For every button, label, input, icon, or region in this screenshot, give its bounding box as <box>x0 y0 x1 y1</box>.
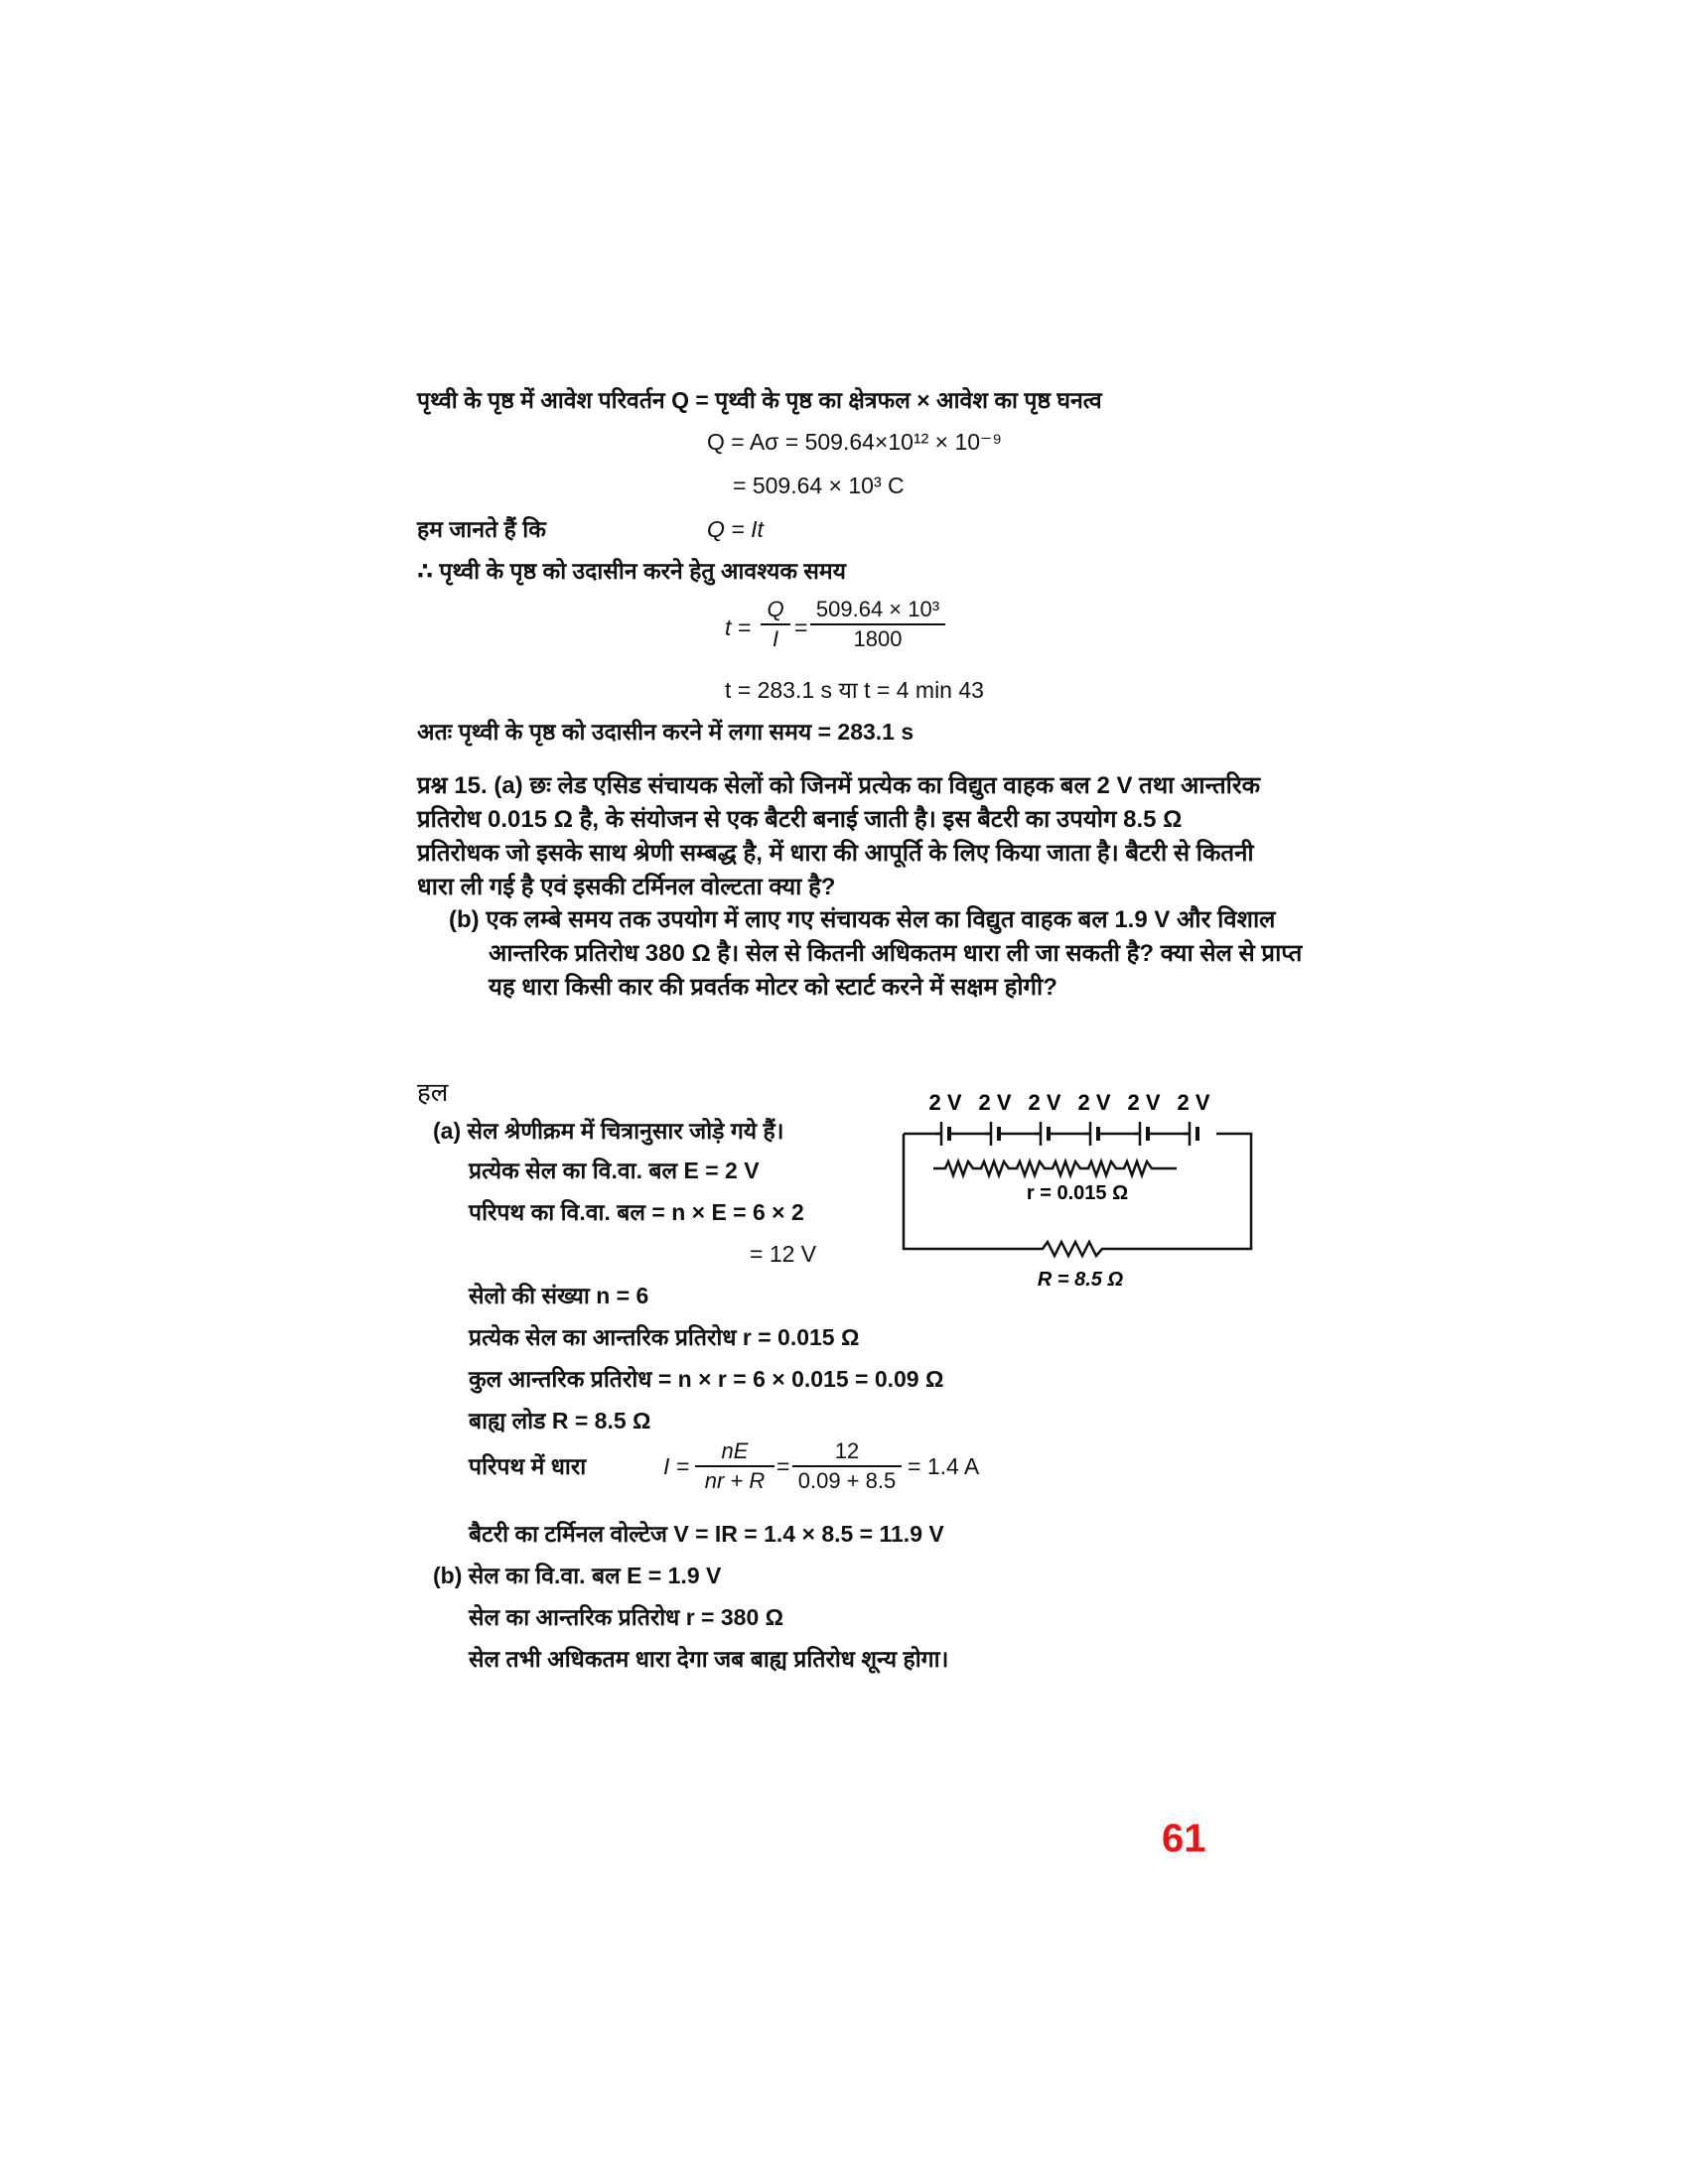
solution-heading: हल <box>417 1077 449 1107</box>
fraction <box>792 1437 902 1495</box>
text-line: बाह्य लोड R = 8.5 Ω <box>469 1408 651 1433</box>
equation: I = <box>663 1453 690 1479</box>
cell-emf-label: 2 V <box>978 1090 1012 1115</box>
fraction-denominator: nr + R <box>704 1468 766 1493</box>
text-line: प्रत्येक सेल का आन्तरिक प्रतिरोध r = 0.015 Ω <box>469 1324 860 1350</box>
equation: = 12 V <box>750 1241 817 1267</box>
equation: Q = Aσ = 509.64×10¹² × 10⁻⁹ <box>707 429 1003 455</box>
equation: t = 283.1 s या t = 4 min 43 <box>725 677 984 703</box>
text-line: प्रत्येक सेल का वि.वा. बल E = 2 V <box>469 1158 760 1183</box>
fraction <box>810 596 945 653</box>
question-label: प्रश्न 15. (a) <box>417 772 523 799</box>
cell-emf-label: 2 V <box>1177 1090 1210 1115</box>
cell-emf-label: 2 V <box>1127 1090 1161 1115</box>
equation: = 509.64 × 10³ C <box>733 473 905 498</box>
cell <box>1134 1122 1190 1146</box>
cell-labels <box>928 1090 1209 1115</box>
fraction-denominator: I <box>772 626 779 651</box>
text-line: सेल का आन्तरिक प्रतिरोध r = 380 Ω <box>469 1604 784 1630</box>
equation: = 1.4 A <box>908 1453 980 1479</box>
external-resistor-label: R = 8.5 Ω <box>1037 1269 1124 1291</box>
equation: t = <box>725 614 752 640</box>
equation: Q = It <box>707 516 764 542</box>
question-text <box>417 769 1261 904</box>
text-line: सेलो की संख्या n = 6 <box>469 1283 649 1308</box>
cell-emf-label: 2 V <box>928 1090 962 1115</box>
fraction-denominator: 1800 <box>853 626 903 651</box>
cell <box>935 1122 991 1146</box>
fraction-numerator: 12 <box>792 1437 902 1467</box>
fraction <box>695 1437 774 1495</box>
internal-resistance <box>933 1161 1177 1175</box>
fraction-numerator: nE <box>695 1437 774 1467</box>
fraction-numerator: 509.64 × 10³ <box>810 596 945 625</box>
text-line: हम जानते हैं कि <box>417 516 546 542</box>
text-line: (a) सेल श्रेणीक्रम में चित्रानुसार जोड़े गये हैं। <box>433 1118 784 1144</box>
equation: = <box>776 1453 790 1479</box>
equation: = <box>794 614 808 640</box>
cell-emf-label: 2 V <box>1077 1090 1111 1115</box>
external-resistor <box>1033 1242 1112 1256</box>
question-part-a: छः लेड एसिड संचायक सेलों को जिनमें प्रत्येक का विद्युत वाहक बल 2 V तथा आन्तरिक प्रतिरोध 0.015 Ω है, के संयोजन से एक बैटरी बनाई जाती है। इस बैटरी का उपयोग 8.5 Ω प्रतिरोधक जो इसके साथ श्रेणी सम्बद्ध है, में धारा की आपूर्ति के लिए किया जाता है। बैटरी से कितनी धारा ली गई है एवं इसकी टर्मिनल वोल्टता क्या है? <box>417 772 1261 900</box>
text-line: परिपथ का वि.वा. बल = n × E = 6 × 2 <box>469 1199 804 1225</box>
text-line: बैटरी का टर्मिनल वोल्टेज V = IR = 1.4 × 8.5 = 11.9 V <box>469 1521 944 1547</box>
text-line: ∴ पृथ्वी के पृष्ठ को उदासीन करने हेतु आवश्यक समय <box>417 558 847 584</box>
cells-in-series <box>904 1122 1197 1146</box>
cell <box>1084 1122 1140 1146</box>
question-part-b: (b) एक लम्बे समय तक उपयोग में लाए गए संचायक सेल का विद्युत वाहक बल 1.9 V और विशाल आन्तरिक प्रतिरोध 380 Ω है। सेल से कितनी अधिकतम धारा ली जा सकती है? क्या सेल से प्राप्त यह धारा किसी कार की प्रवर्तक मोटर को स्टार्ट करने में सक्षम होगी? <box>449 906 1303 1001</box>
cell <box>985 1122 1041 1146</box>
text-line: कुल आन्तरिक प्रतिरोध = n × r = 6 × 0.015 = 0.09 Ω <box>469 1366 944 1392</box>
fraction-numerator: Q <box>761 596 790 625</box>
text-line: परिपथ में धारा <box>469 1453 587 1479</box>
text-line: पृथ्वी के पृष्ठ में आवेश परिवर्तन Q = पृथ्वी के पृष्ठ का क्षेत्रफल × आवेश का पृष्ठ घनत्व <box>417 387 1102 413</box>
fraction-denominator: 0.09 + 8.5 <box>797 1468 897 1493</box>
internal-resistance-label: r = 0.015 Ω <box>1026 1182 1129 1204</box>
text-line: (b) सेल का वि.वा. बल E = 1.9 V <box>433 1563 722 1588</box>
cell-emf-label: 2 V <box>1028 1090 1061 1115</box>
fraction <box>761 596 790 653</box>
page-number: 61 <box>1162 1817 1206 1860</box>
cell <box>1035 1122 1090 1146</box>
text-line: सेल तभी अधिकतम धारा देगा जब बाह्य प्रतिरोध शून्य होगा। <box>469 1646 949 1672</box>
text-line: अतः पृथ्वी के पृष्ठ को उदासीन करने में लगा समय = 283.1 s <box>417 719 914 745</box>
circuit-diagram <box>894 1082 1271 1300</box>
cell <box>1184 1122 1197 1146</box>
